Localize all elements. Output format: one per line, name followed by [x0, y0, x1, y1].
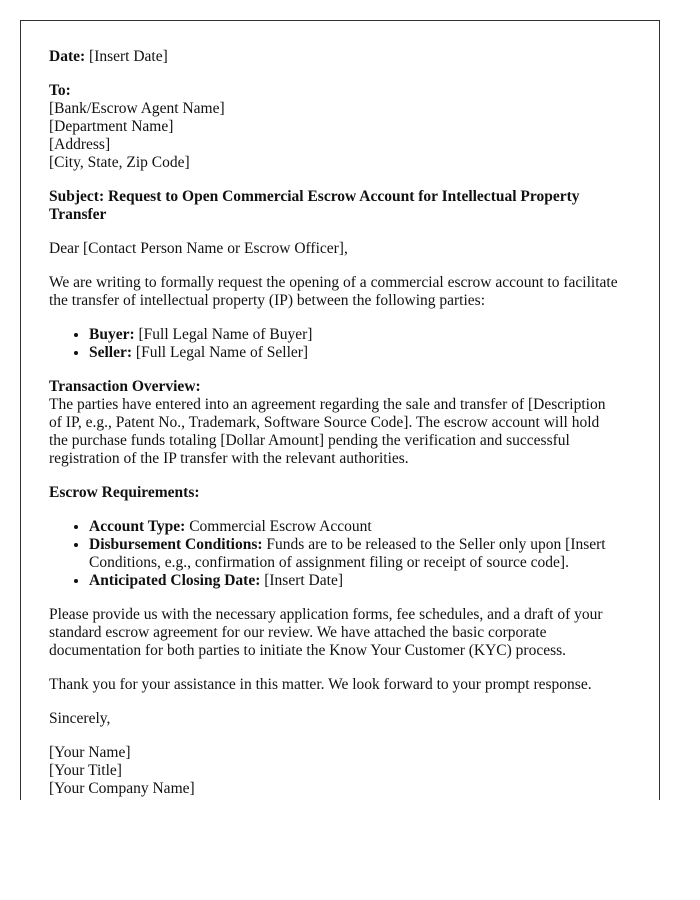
letter-page [20, 20, 660, 800]
subject-text: Subject: Request to Open Commercial Escrow Account for Intellectual Property Transfer [49, 188, 580, 223]
transaction-overview-heading: Transaction Overview: [49, 378, 201, 395]
party-buyer-label: Buyer: [89, 326, 135, 343]
signature-company: [Your Company Name] [49, 780, 195, 797]
requirement-disbursement-value: Funds are to be released to the Seller only upon [Insert Conditions, e.g., confirmation of assignment filing or receipt of source code]. [89, 536, 606, 571]
party-buyer-value: [Full Legal Name of Buyer] [134, 326, 313, 343]
parties-list [49, 326, 619, 362]
recipient-city-state-zip: [City, State, Zip Code] [49, 154, 190, 171]
party-seller [89, 344, 619, 362]
request-paragraph: Please provide us with the necessary application forms, fee schedules, and a draft of your standard escrow agreement for our review. We have attached the basic corporate documentation for both parties to initiate the Know Your Customer (KYC) process. [49, 606, 603, 659]
requirement-closing-date-value: [Insert Date] [260, 572, 343, 589]
escrow-requirements-list [49, 518, 619, 590]
signature-name: [Your Name] [49, 744, 131, 761]
transaction-overview-section [49, 378, 619, 468]
requirement-disbursement-label: Disbursement Conditions: [89, 536, 263, 553]
letter-body [49, 48, 619, 800]
requirement-account-type-value: Commercial Escrow Account [185, 518, 372, 535]
signature-block [49, 744, 619, 798]
party-seller-value: [Full Legal Name of Seller] [132, 344, 309, 361]
closing: Sincerely, [49, 710, 111, 727]
date-label: Date: [49, 48, 86, 65]
recipient-block [49, 82, 619, 172]
escrow-requirements-heading [49, 484, 619, 502]
recipient-address: [Address] [49, 136, 111, 153]
salutation: Dear [Contact Person Name or Escrow Officer], [49, 240, 348, 257]
recipient-bank-name: [Bank/Escrow Agent Name] [49, 100, 225, 117]
subject-line [49, 188, 619, 224]
date-line [49, 48, 619, 66]
date-value: [Insert Date] [85, 48, 168, 65]
requirement-closing-date [89, 572, 619, 590]
thanks-paragraph: Thank you for your assistance in this matter. We look forward to your prompt response. [49, 676, 592, 693]
requirement-disbursement-conditions [89, 536, 619, 572]
requirement-account-type-label: Account Type: [89, 518, 186, 535]
signature-title: [Your Title] [49, 762, 122, 779]
transaction-overview-text: The parties have entered into an agreement regarding the sale and transfer of [Description of IP, e.g., Patent No., Trademark, Software Source Code]. The escrow account will hold the purchase funds totaling [Dollar Amount] pending the verification and successful registration of the IP transfer with the relevant authorities. [49, 396, 606, 467]
escrow-requirements-heading-text: Escrow Requirements: [49, 484, 200, 501]
intro-paragraph: We are writing to formally request the opening of a commercial escrow account to facilitate the transfer of intellectual property (IP) between the following parties: [49, 274, 618, 309]
party-buyer [89, 326, 619, 344]
recipient-label: To: [49, 82, 71, 99]
party-seller-label: Seller: [89, 344, 133, 361]
requirement-account-type [89, 518, 619, 536]
requirement-closing-date-label: Anticipated Closing Date: [89, 572, 261, 589]
recipient-department: [Department Name] [49, 118, 174, 135]
